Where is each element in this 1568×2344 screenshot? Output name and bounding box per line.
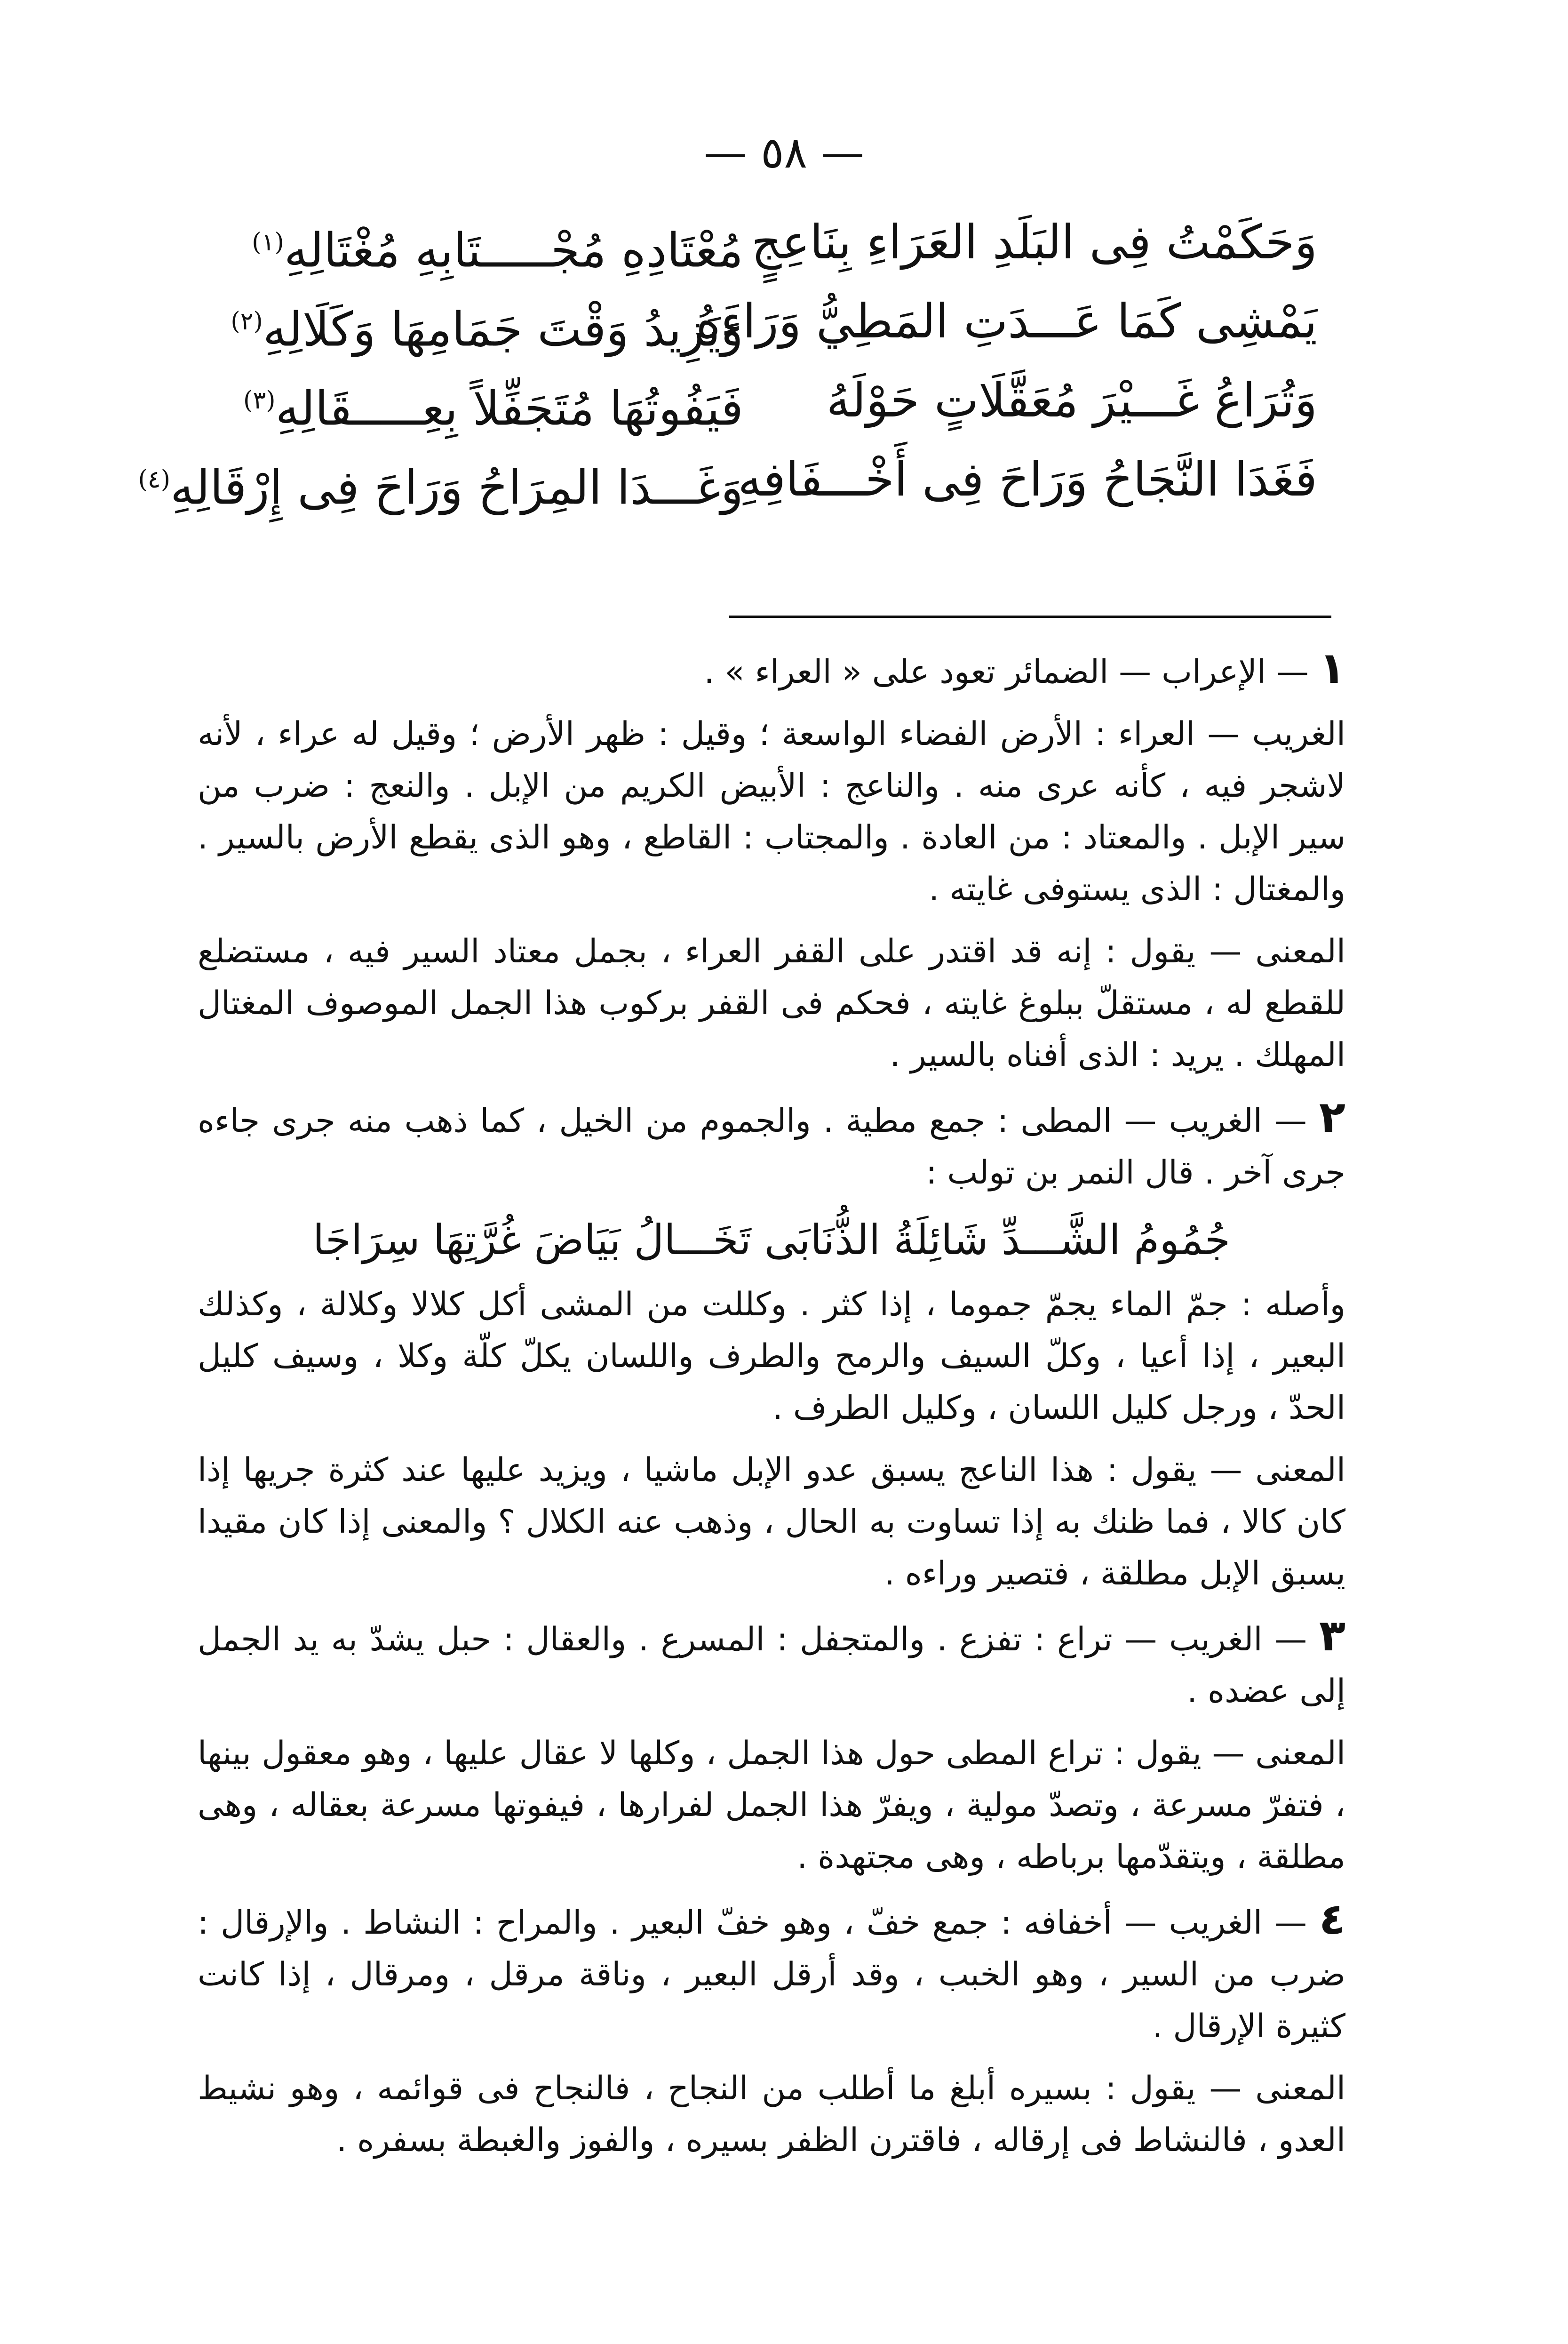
verse-3-second-hemistich bbox=[188, 365, 743, 444]
page-number: — ٥٨ — bbox=[703, 128, 865, 178]
commentary bbox=[198, 642, 1345, 2176]
verse-4-first-hemistich: فَغَدَا النَّجَاحُ وَرَاحَ فِى أَخْـــفَافِهِ bbox=[738, 452, 1317, 507]
footnote-divider bbox=[729, 616, 1331, 618]
verse-4-second-hemistich-text: وَغَـــدَا المِرَاحُ وَرَاحَ فِى إِرْقَالِهِ bbox=[170, 460, 743, 515]
note-4-number: ٤ bbox=[1319, 1894, 1345, 1944]
note-1-paragraph-1-text: — الإعراب — الضمائر تعود على « العراء » . bbox=[704, 653, 1309, 691]
note-1-paragraph-3: المعنى — يقول : إنه قد اقتدر على القفر العراء ، بجمل معتاد السير فيه ، مستضلع للقطع له ، مستقلّ ببلوغ غايته ، فحكم فى القفر بركوب هذا الجمل الموصوف المغتال المهلك . يريد : الذى أفناه بالسير . bbox=[198, 933, 1345, 1074]
note-4-paragraph-1-text: — الغريب — أخفافه : جمع خفّ ، وهو خفّ البعير . والمراح : النشاط . والإرقال : ضرب من السير ، وهو الخبب ، وقد أرقل البعير ، وناقة مرقل ، ومرقال ، إذا كانت كثيرة الإرقال . bbox=[198, 1904, 1345, 2045]
note-2-paragraph-3: المعنى — يقول : هذا الناعج يسبق عدو الإبل ماشيا ، ويزيد عليها عند كثرة جريها إذا كان كالا ، فما ظنك به إذا تساوت به الحال ، وذهب عنه الكلال ؟ والمعنى إذا كان مقيدا يسبق الإبل مطلقة ، فتصير وراءه . bbox=[198, 1451, 1345, 1592]
footnote-ref-1: (١) bbox=[252, 228, 284, 256]
verse-4-second-hemistich bbox=[138, 444, 743, 523]
note-3-paragraph-1 bbox=[198, 1610, 1345, 1717]
verse-2-second-hemistich bbox=[188, 286, 743, 365]
note-2-number: ٢ bbox=[1319, 1092, 1346, 1142]
verse-3-second-hemistich-text: فَيَفُوتُهَا مُتَجَفِّلاً بِعِـــــقَالِهِ bbox=[275, 381, 743, 436]
poem bbox=[138, 207, 1317, 523]
note-4-paragraph-2: المعنى — يقول : بسيره أبلغ ما أطلب من النجاح ، فالنجاح فى قوائمه ، وهو نشيط العدو ، فالنشاط فى إرقاله ، فاقترن الظفر بسيره ، والفوز والغبطة بسفره . bbox=[198, 2070, 1345, 2159]
note-2-paragraph-1-text: — الغريب — المطى : جمع مطية . والجموم من الخيل ، كما ذهب منه جرى جاءه جرى آخر . قال النمر بن تولب : bbox=[198, 1102, 1345, 1192]
note-1-paragraph-2: الغريب — العراء : الأرض الفضاء الواسعة ؛ وقيل : ظهر الأرض ؛ وقيل له عراء ، لأنه لاشجر فيه ، كأنه عرى منه . والناعج : الأبيض الكريم من الإبل . والنعج : ضرب من سير الإبل . والمعتاد : من العادة . والمجتاب : القاطع ، وهو الذى يقطع الأرض بالسير . والمغتال : الذى يستوفى غايته . bbox=[198, 715, 1345, 908]
verse-2-second-hemistich-text: وَيَزِيدُ وَقْتَ جَمَامِهَا وَكَلَالِهِ bbox=[263, 302, 743, 357]
note-4-paragraph-1 bbox=[198, 1893, 1345, 2052]
note-3-paragraph-2: المعنى — يقول : تراع المطى حول هذا الجمل ، وكلها لا عقال عليها ، وهو معقول بينها ، فتفرّ مسرعة ، وتصدّ مولية ، ويفرّ هذا الجمل لفرارها ، فيفوتها مسرعة بعقاله ، وهى مطلقة ، ويتقدّمها برباطه ، وهى مجتهدة . bbox=[198, 1735, 1345, 1876]
note-3-number: ٣ bbox=[1319, 1610, 1346, 1661]
note-1-number: ١ bbox=[1319, 643, 1345, 693]
verse-1-first-hemistich: وَحَكَمْتُ فِى البَلَدِ العَرَاءِ بِنَاعِجٍ bbox=[751, 215, 1317, 270]
verse-1-second-hemistich bbox=[188, 207, 743, 286]
note-2-paragraph-2: وأصله : جمّ الماء يجمّ جموما ، إذا كثر . وكللت من المشى أكل كلالا وكلالة ، وكذلك البعير ، إذا أعيا ، وكلّ السيف والرمح والطرف واللسان يكلّ كلّة وكلا ، وسيف كليل الحدّ ، ورجل كليل اللسان ، وكليل الطرف . bbox=[198, 1286, 1345, 1427]
verse-4 bbox=[138, 444, 1317, 523]
verse-3 bbox=[188, 365, 1317, 444]
note-3-paragraph-1-text: — الغريب — تراع : تفزع . والمتجفل : المسرع . والعقال : حبل يشدّ به يد الجمل إلى عضده . bbox=[198, 1621, 1345, 1710]
verse-2-first-hemistich: يَمْشِى كَمَا عَـــدَتِ المَطِيُّ وَرَاءَهُ bbox=[696, 294, 1317, 349]
note-1-paragraph-1 bbox=[198, 642, 1345, 698]
footnote-ref-4: (٤) bbox=[138, 465, 171, 494]
note-2-paragraph-1 bbox=[198, 1091, 1345, 1199]
verse-2 bbox=[188, 286, 1317, 365]
footnote-ref-3: (٣) bbox=[243, 386, 276, 415]
verse-3-first-hemistich: وَتُرَاعُ غَـــيْرَ مُعَقَّلَاتٍ حَوْلَهُ bbox=[826, 373, 1317, 428]
cited-verse: جُمُومُ الشَّـــدِّ شَائِلَةُ الذُّنَابَى تَخَـــالُ بَيَاضَ غُرَّتِهَا سِرَاجَا bbox=[312, 1216, 1231, 1264]
verse-1 bbox=[188, 207, 1317, 286]
verse-1-second-hemistich-text: مُعْتَادِهِ مُجْـــــتَابِهِ مُغْتَالِهِ bbox=[284, 223, 743, 278]
footnote-ref-2: (٢) bbox=[231, 307, 263, 336]
